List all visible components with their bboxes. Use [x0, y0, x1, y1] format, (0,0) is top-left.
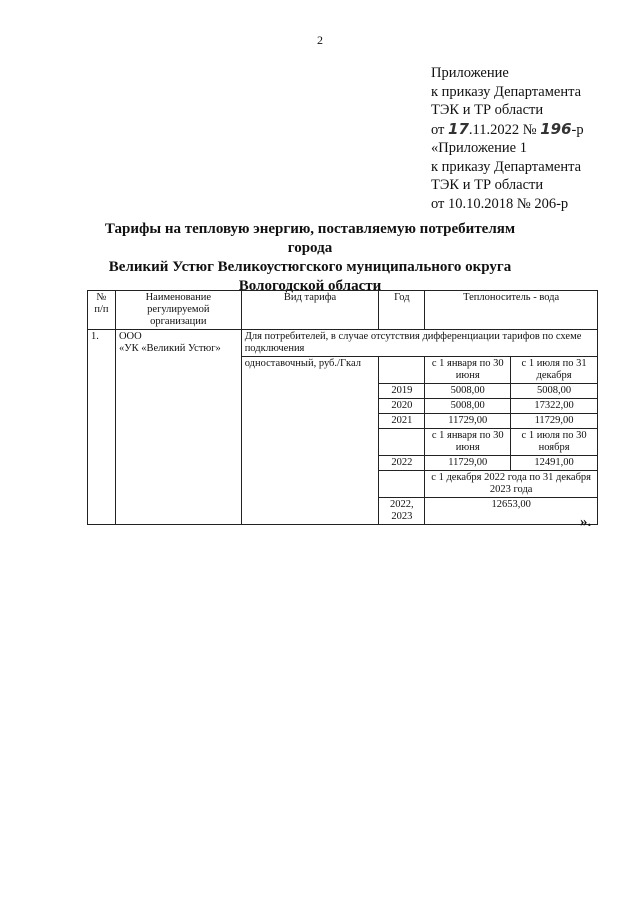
year-cell: 2019 — [379, 384, 425, 399]
period-header: с 1 июля по 30 ноября — [511, 429, 598, 456]
period-header: с 1 декабря 2022 года по 31 декабря 2023 года — [425, 471, 598, 498]
appendix-date-suffix: -р — [571, 121, 584, 138]
appendix-date-prefix: от — [431, 121, 445, 138]
title-line: Великий Устюг Великоустюгского муниципального округа — [108, 259, 512, 275]
handwritten-number: 196 — [540, 119, 572, 138]
value-cell: 5008,00 — [425, 384, 511, 399]
title-line: Вологодской области — [238, 278, 382, 294]
appendix-line: «Приложение 1 — [431, 140, 527, 156]
org-name: «УК «Великий Устюг» — [118, 343, 221, 354]
period-header: с 1 января по 30 июня — [425, 429, 511, 456]
org-name-cell — [115, 330, 241, 525]
appendix-line: от 10.10.2018 № 206-р — [431, 195, 569, 212]
year-cell-empty — [379, 357, 425, 384]
header-carrier: Теплоноситель - вода — [425, 291, 598, 330]
title-line: Тарифы на тепловую энергию, поставляемую потребителям города — [104, 221, 516, 256]
appendix-line: ТЭК и ТР области — [431, 102, 544, 118]
document-title — [90, 220, 530, 296]
table-header-row — [88, 291, 598, 330]
value-cell: 17322,00 — [511, 399, 598, 414]
tariff-type: одноставочный, руб./Гкал — [241, 357, 379, 525]
handwritten-day: 17 — [448, 119, 469, 138]
period-header: с 1 января по 30 июня — [425, 357, 511, 384]
row-number: 1. — [88, 330, 116, 525]
appendix-date-mid: .11.2022 № — [468, 121, 537, 138]
value-cell: 12491,00 — [511, 456, 598, 471]
year-cell: 2020 — [379, 399, 425, 414]
header-num: № п/п — [88, 291, 116, 330]
year-cell-empty — [379, 471, 425, 498]
year-cell: 2021 — [379, 414, 425, 429]
tariff-table — [87, 290, 598, 525]
header-org: Наименование регулируемой организации — [115, 291, 241, 330]
table-row — [88, 330, 598, 357]
appendix-line: ТЭК и ТР области — [431, 177, 544, 193]
header-year: Год — [379, 291, 425, 330]
period-header: с 1 июля по 31 декабря — [511, 357, 598, 384]
appendix-line: к приказу Департамента — [431, 83, 582, 100]
consumer-note: Для потребителей, в случае отсутствия дифференциации тарифов по схеме подключения — [241, 330, 597, 357]
year-cell: 2022, 2023 — [379, 498, 425, 525]
header-type: Вид тарифа — [241, 291, 379, 330]
value-cell: 11729,00 — [425, 414, 511, 429]
org-type: ООО — [118, 331, 142, 342]
appendix-line: к приказу Департамента — [431, 158, 582, 175]
value-cell: 12653,00 — [425, 498, 598, 525]
page-number: 2 — [317, 33, 323, 47]
value-cell: 11729,00 — [511, 414, 598, 429]
value-cell: 5008,00 — [425, 399, 511, 414]
appendix-block — [431, 64, 584, 213]
year-cell-empty — [379, 429, 425, 456]
appendix-line: Приложение — [431, 65, 509, 81]
closing-quote: ». — [580, 514, 592, 530]
value-cell: 5008,00 — [511, 384, 598, 399]
appendix-order-date — [431, 120, 584, 140]
value-cell: 11729,00 — [425, 456, 511, 471]
year-cell: 2022 — [379, 456, 425, 471]
